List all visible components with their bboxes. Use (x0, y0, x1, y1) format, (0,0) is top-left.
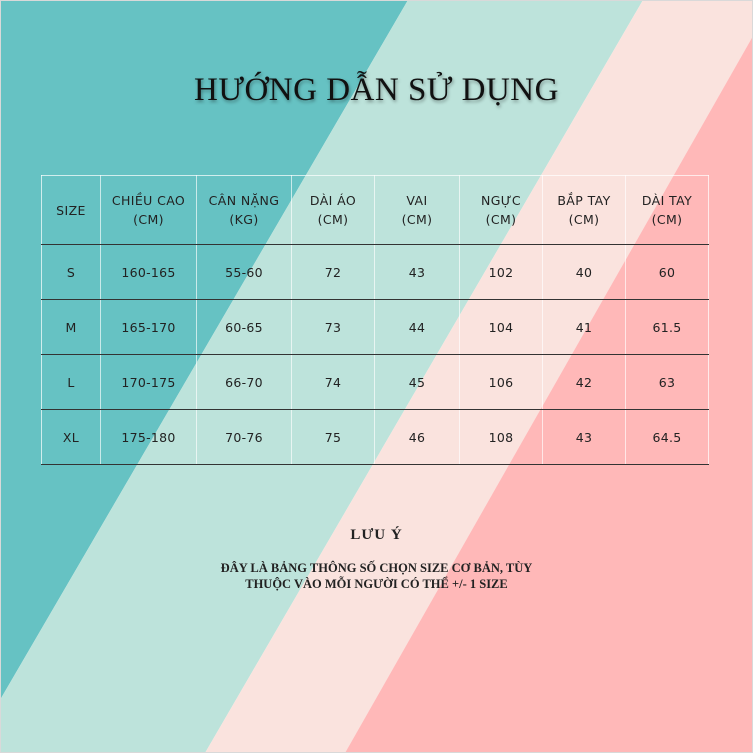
cell-shoulder: 45 (375, 355, 460, 410)
cell-shirt-length: 74 (292, 355, 375, 410)
cell-bicep: 42 (543, 355, 626, 410)
cell-size: L (42, 355, 101, 410)
cell-height: 165-170 (101, 300, 197, 355)
cell-sleeve-length: 61.5 (626, 300, 709, 355)
page-title: HƯỚNG DẪN SỬ DỤNG (194, 72, 559, 108)
cell-size: S (42, 245, 101, 300)
cell-shirt-length: 72 (292, 245, 375, 300)
cell-height: 170-175 (101, 355, 197, 410)
note-line: THUỘC VÀO MỖI NGƯỜI CÓ THỂ +/- 1 SIZE (245, 577, 508, 591)
cell-shirt-length: 73 (292, 300, 375, 355)
table-header (42, 176, 709, 245)
table-row (42, 410, 709, 465)
header-height: CHIỀU CAO (CM) (101, 176, 197, 245)
cell-weight: 66-70 (197, 355, 292, 410)
header-sleeve-length: DÀI TAY (CM) (626, 176, 709, 245)
header-size: SIZE (42, 176, 101, 245)
cell-chest: 104 (460, 300, 543, 355)
cell-chest: 106 (460, 355, 543, 410)
cell-sleeve-length: 63 (626, 355, 709, 410)
table-body (42, 245, 709, 465)
cell-weight: 60-65 (197, 300, 292, 355)
cell-shirt-length: 75 (292, 410, 375, 465)
cell-weight: 55-60 (197, 245, 292, 300)
cell-bicep: 40 (543, 245, 626, 300)
cell-weight: 70-76 (197, 410, 292, 465)
cell-sleeve-length: 60 (626, 245, 709, 300)
cell-size: XL (42, 410, 101, 465)
cell-height: 160-165 (101, 245, 197, 300)
cell-shoulder: 43 (375, 245, 460, 300)
cell-shoulder: 44 (375, 300, 460, 355)
cell-size: M (42, 300, 101, 355)
note-line: ĐÂY LÀ BẢNG THÔNG SỐ CHỌN SIZE CƠ BẢN, TÙY (220, 561, 533, 575)
note-title: LƯU Ý (350, 527, 403, 543)
table-row (42, 245, 709, 300)
table-row (42, 355, 709, 410)
cell-bicep: 43 (543, 410, 626, 465)
size-chart-table (41, 175, 709, 465)
header-shoulder: VAI (CM) (375, 176, 460, 245)
cell-chest: 108 (460, 410, 543, 465)
cell-chest: 102 (460, 245, 543, 300)
cell-bicep: 41 (543, 300, 626, 355)
cell-shoulder: 46 (375, 410, 460, 465)
note-text (0, 560, 753, 592)
header-chest: NGỰC (CM) (460, 176, 543, 245)
header-bicep: BẮP TAY (CM) (543, 176, 626, 245)
header-weight: CÂN NẶNG (KG) (197, 176, 292, 245)
table-row (42, 300, 709, 355)
cell-height: 175-180 (101, 410, 197, 465)
cell-sleeve-length: 64.5 (626, 410, 709, 465)
header-shirt-length: DÀI ÁO (CM) (292, 176, 375, 245)
